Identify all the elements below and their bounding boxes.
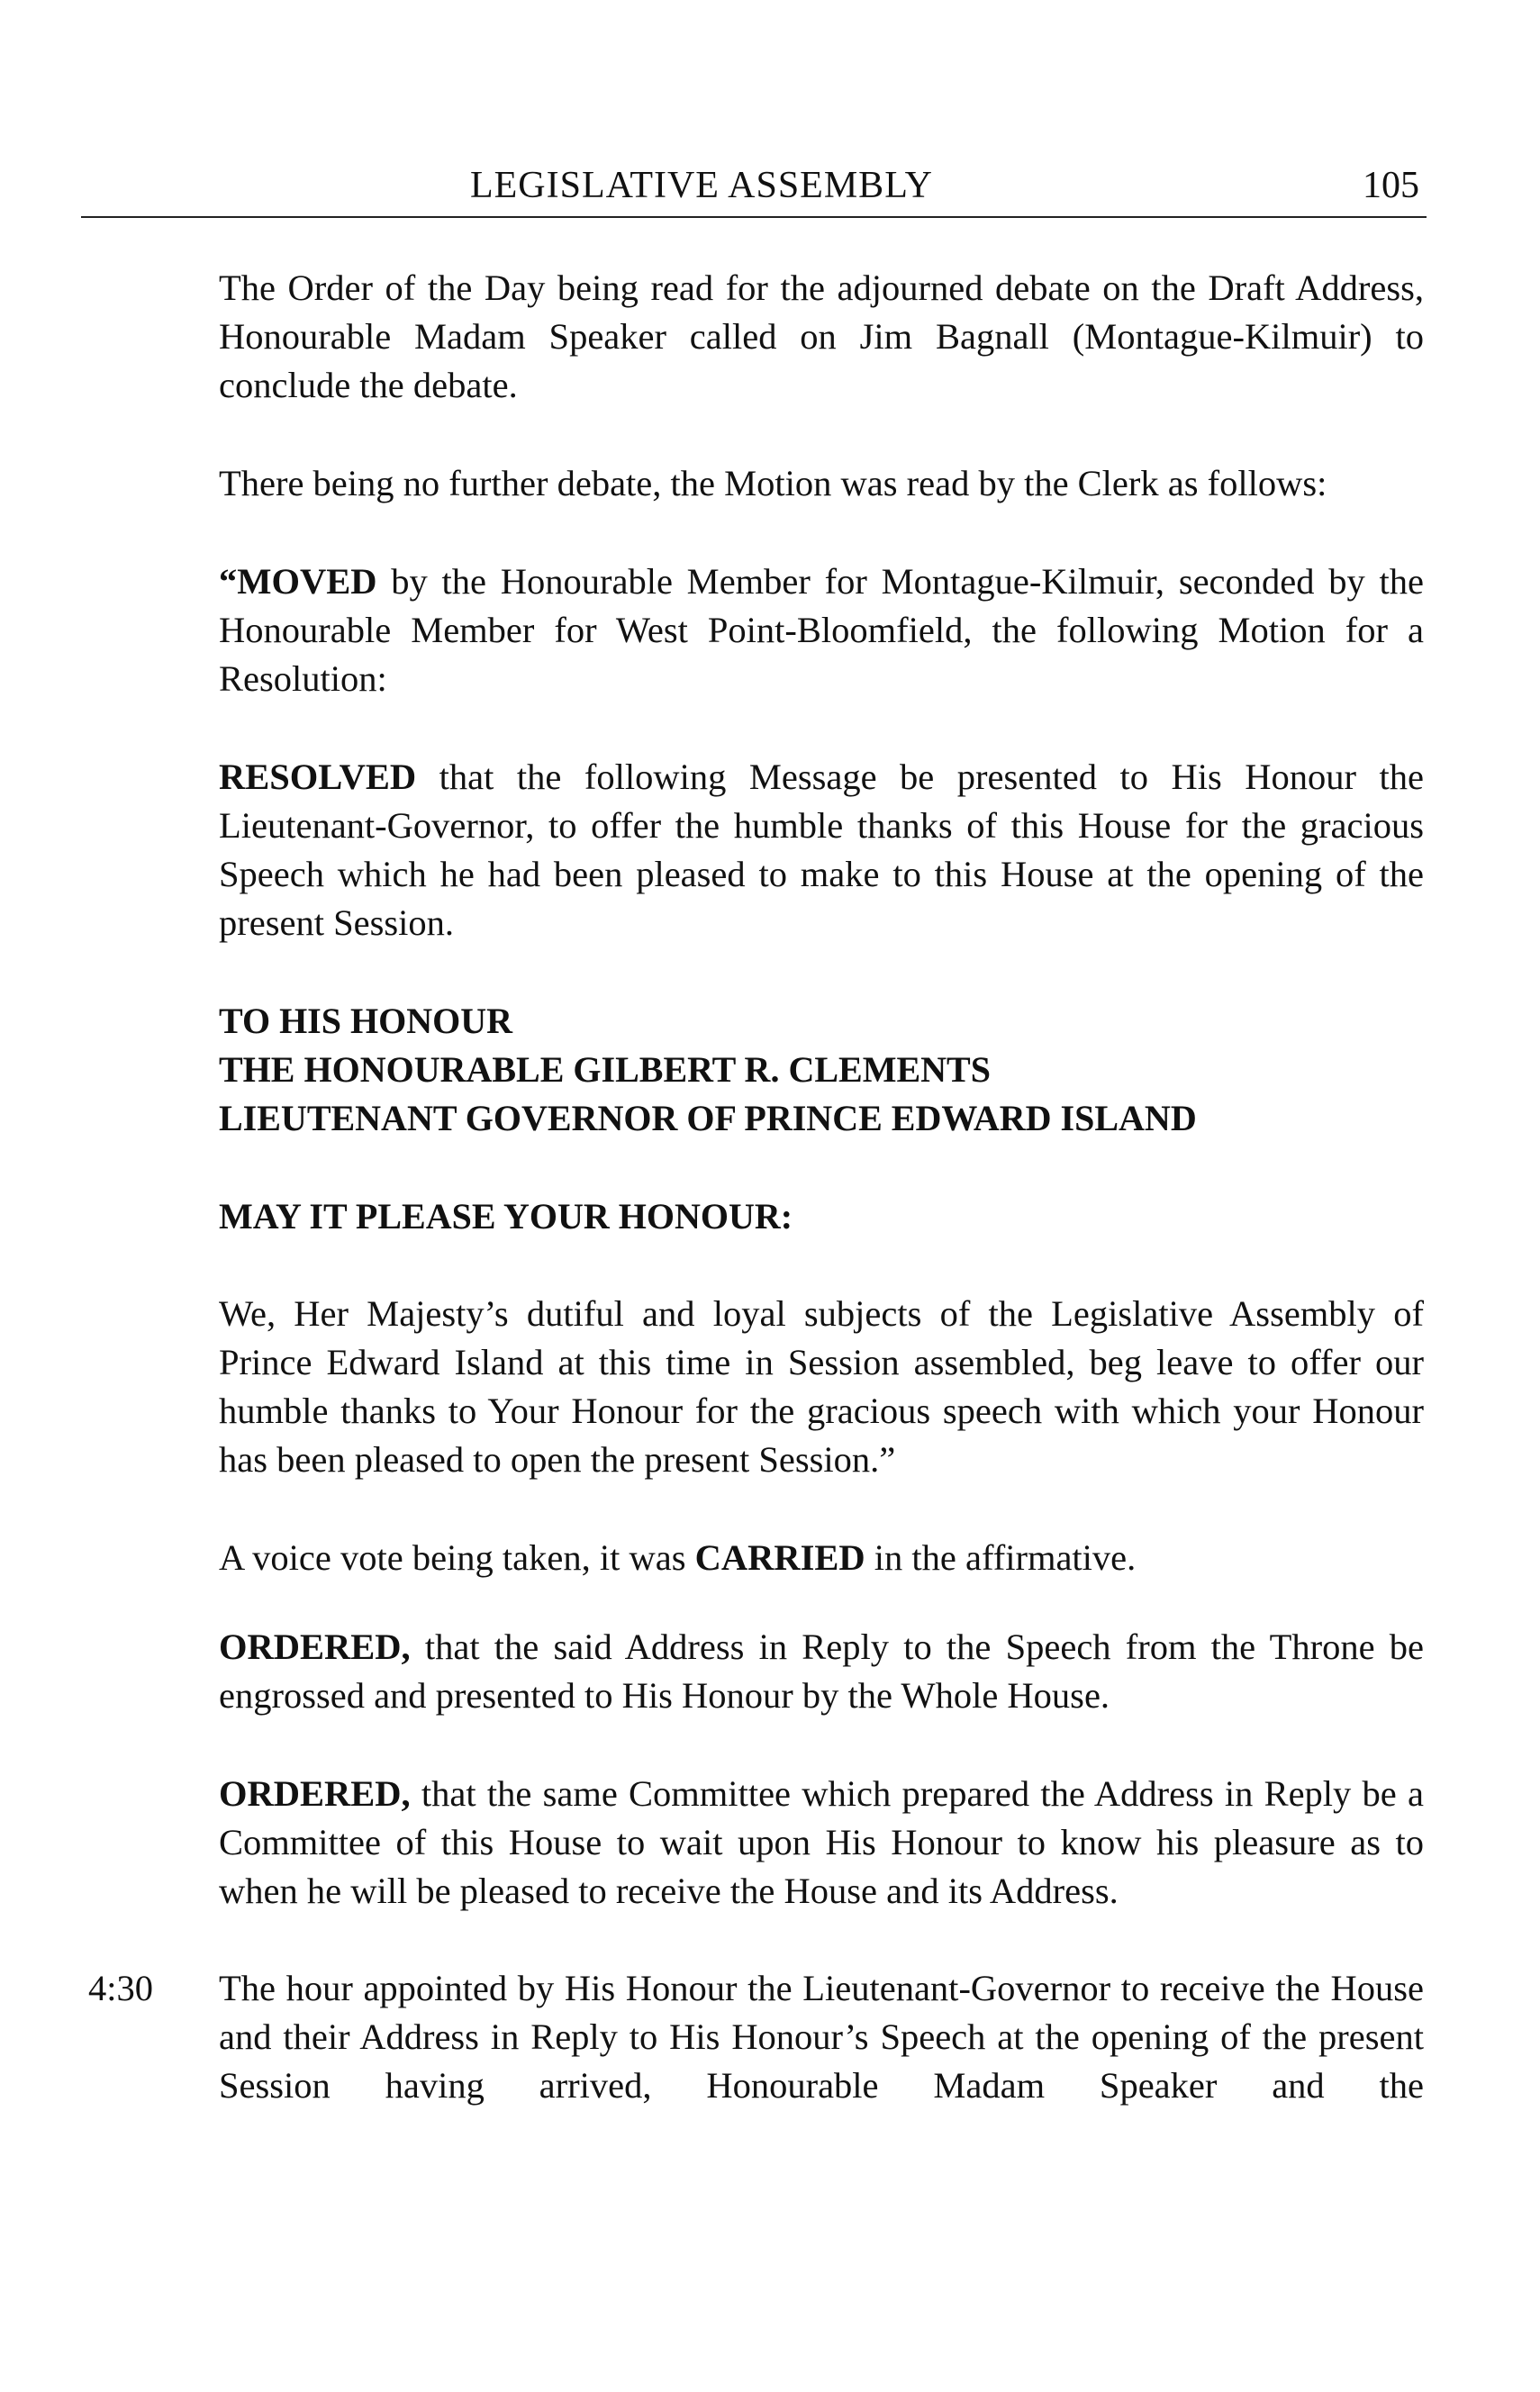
paragraph-voice-vote bbox=[219, 1534, 1424, 1582]
salutation bbox=[219, 1192, 1424, 1241]
voice-vote-text: A voice vote being taken, it was bbox=[219, 1537, 695, 1578]
voice-vote-text-end: in the affirmative. bbox=[865, 1537, 1137, 1578]
paragraph-hour-appointed bbox=[219, 1964, 1424, 2110]
moved-text: by the Honourable Member for Montague-Kilmuir, seconded by the Honourable Member for West Point-Bloomfield, the following Motion for a Resolution: bbox=[219, 561, 1424, 699]
moved-keyword: “MOVED bbox=[219, 561, 377, 602]
page-header bbox=[81, 162, 1427, 218]
ordered-text: that the said Address in Reply to the Speech from the Throne be engrossed and presented to His Honour by the Whole House. bbox=[219, 1626, 1424, 1716]
address-line: LIEUTENANT GOVERNOR OF PRINCE EDWARD ISLAND bbox=[219, 1098, 1197, 1138]
paragraph-text: The Order of the Day being read for the adjourned debate on the Draft Address, Honourable Madam Speaker called on Jim Bagnall (Montague-Kilmuir) to conclude the debate. bbox=[219, 267, 1424, 405]
paragraph-order-of-day bbox=[219, 264, 1424, 410]
ordered-keyword: ORDERED, bbox=[219, 1773, 411, 1814]
paragraph-text: We, Her Majesty’s dutiful and loyal subjects of the Legislative Assembly of Prince Edward Island at this time in Session assembled, beg leave to offer our humble thanks to Your Honour for the gracious speech with which your Honour has been pleased to open the present Session.” bbox=[219, 1293, 1424, 1480]
ordered-text: that the same Committee which prepared the Address in Reply be a Committee of this House to wait upon His Honour to know his pleasure as to when he will be pleased to receive the House and its Address. bbox=[219, 1773, 1424, 1911]
paragraph-we-her-majesty bbox=[219, 1290, 1424, 1484]
carried-keyword: CARRIED bbox=[694, 1537, 865, 1578]
paragraph-ordered-2 bbox=[219, 1770, 1424, 1916]
paragraph-text: The hour appointed by His Honour the Lieutenant-Governor to receive the House and their Address in Reply to His Honour’s Speech at the opening of the present Session having arrived, Honourable Madam Speaker and the bbox=[219, 1968, 1424, 2106]
paragraph-resolved bbox=[219, 753, 1424, 947]
page-number: 105 bbox=[1363, 165, 1419, 206]
address-line: THE HONOURABLE GILBERT R. CLEMENTS bbox=[219, 1049, 991, 1090]
resolved-keyword: RESOLVED bbox=[219, 757, 417, 797]
paragraph-ordered-1 bbox=[219, 1623, 1424, 1720]
address-block bbox=[219, 997, 1424, 1143]
ordered-keyword: ORDERED, bbox=[219, 1626, 411, 1667]
resolved-text: that the following Message be presented to His Honour the Lieutenant-Governor, to offer the humble thanks of this House for the gracious Speech which he had been pleased to make to this House at the opening of the present Session. bbox=[219, 757, 1424, 943]
salutation-text: MAY IT PLEASE YOUR HONOUR: bbox=[219, 1196, 793, 1237]
paragraph-moved bbox=[219, 557, 1424, 703]
paragraph-text: There being no further debate, the Motion was read by the Clerk as follows: bbox=[219, 463, 1327, 503]
time-marker: 4:30 bbox=[88, 1968, 154, 2008]
running-title: LEGISLATIVE ASSEMBLY bbox=[470, 165, 933, 206]
address-line: TO HIS HONOUR bbox=[219, 1001, 512, 1041]
paragraph-no-further-debate bbox=[219, 459, 1424, 508]
